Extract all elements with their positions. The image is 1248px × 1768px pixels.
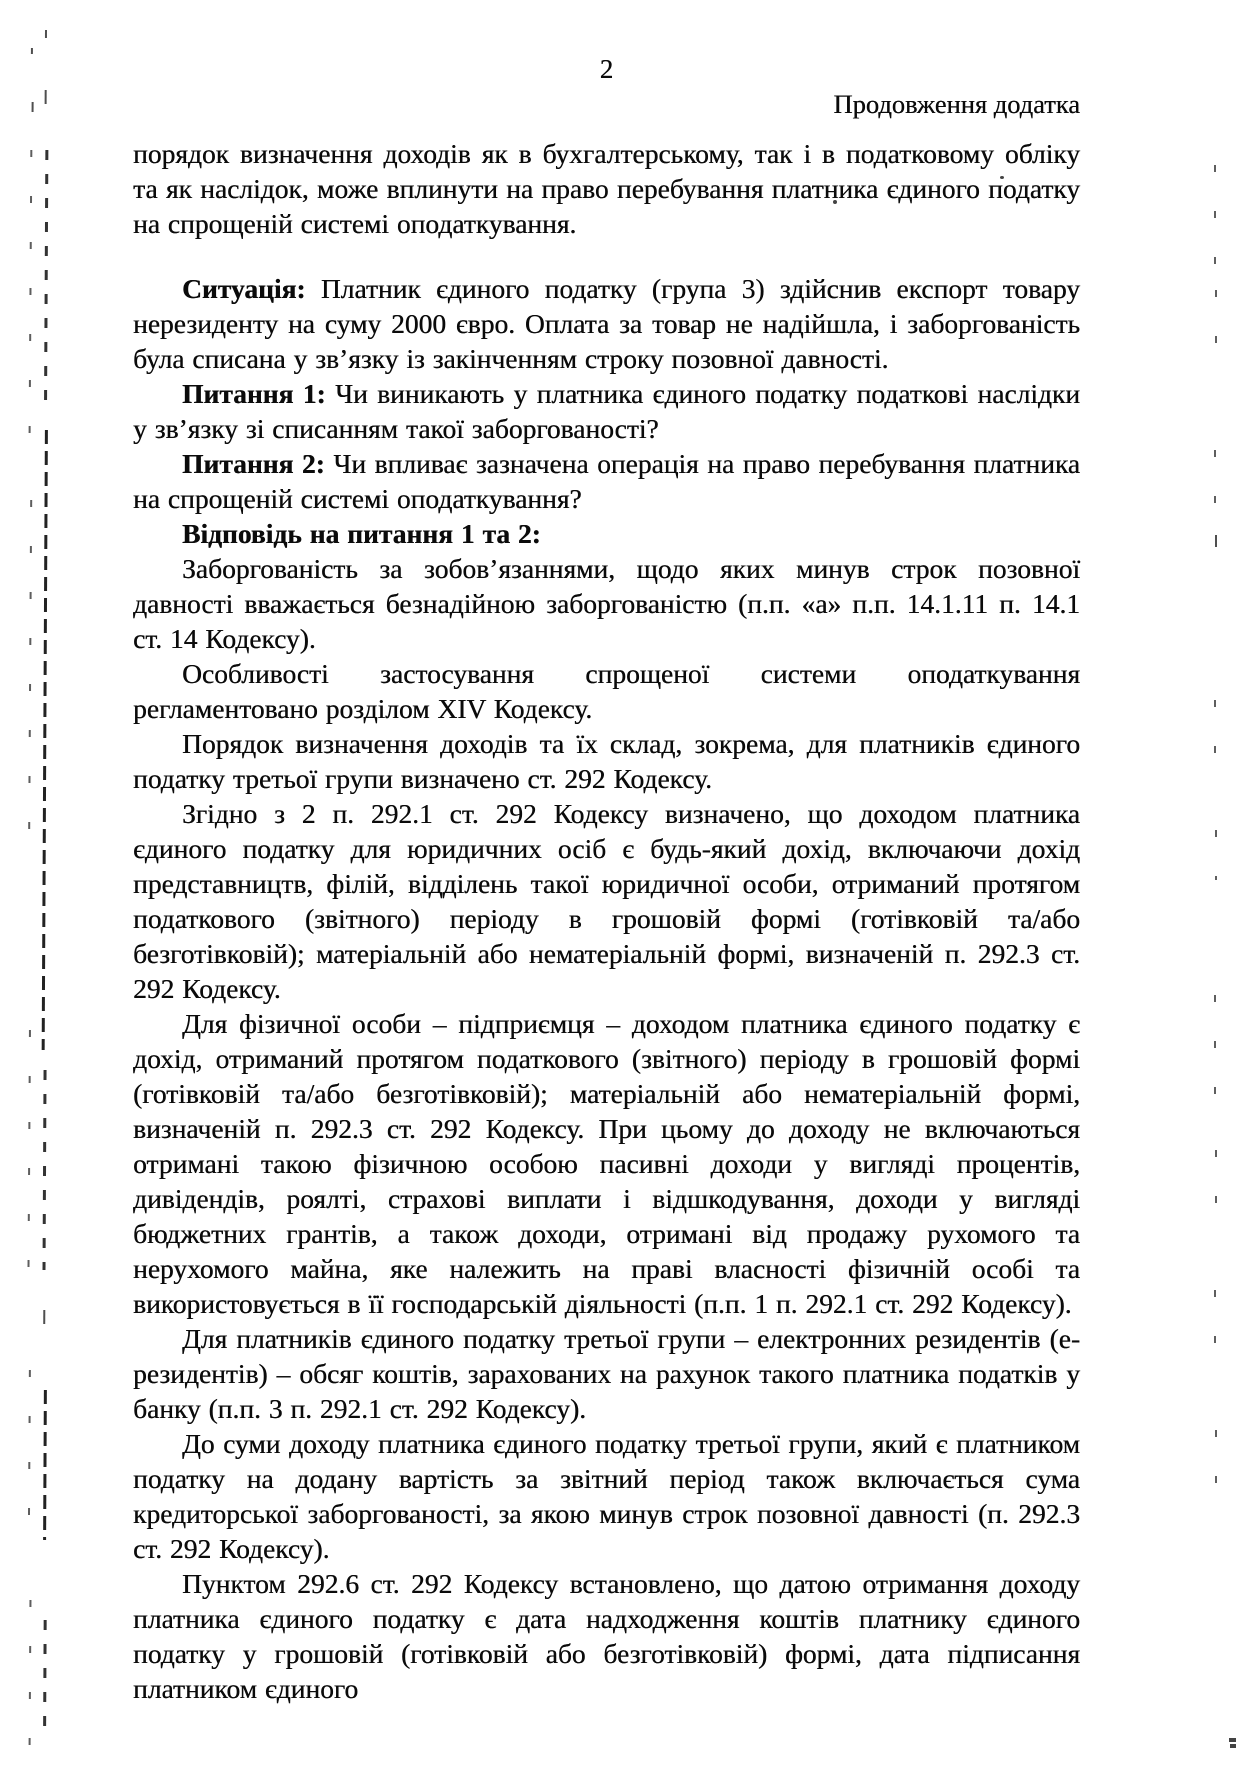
scan-artifact-bottom-right: [1229, 1738, 1237, 1750]
paragraph-carryover: [133, 136, 1080, 241]
paragraph-legal-entities-income: [133, 796, 1080, 1006]
paragraph-situation: [133, 271, 1080, 376]
paragraph-text: Чи виникають у платника єдиного податку податкові наслідки у зв’язку зі списанням такої заборгованості?: [133, 378, 1081, 444]
paragraph-text: Чи впливає зазначена операція на право перебування платника на спрощеній системі оподаткування?: [133, 448, 1081, 514]
paragraph-individual-entrepreneur-income: [133, 1006, 1080, 1321]
scan-artifact-left-inner-line: [36, 30, 57, 1750]
paragraph-income-date: [133, 1566, 1080, 1706]
paragraph-e-residents: [133, 1321, 1080, 1426]
paragraph-question-2: [133, 446, 1080, 516]
paragraph-text: До суми доходу платника єдиного податку третьої групи, який є платником податку на додану вартість за звітний період також включається сума кредиторської заборгованості, за якою минув строк позовної давності (п. 292.3 ст. 292 Кодексу).: [133, 1428, 1080, 1564]
paragraph-text: Для платників єдиного податку третьої групи – електронних резидентів (е-резидентів) – обсяг коштів, зарахованих на рахунок такого платника податків у банку (п.п. 3 п. 292.1 ст. 292 Кодексу).: [133, 1323, 1080, 1424]
paragraph-text: Платник єдиного податку (група 3) здійснив експорт товару нерезиденту на суму 2000 євро. Оплата за товар не надійшла, і заборгованість була списана у зв’язку із закінченням строку позовної давності.: [133, 273, 1081, 374]
continuation-note: Продовження додатка: [833, 89, 1080, 119]
question-1-label: Питання 1:: [182, 378, 326, 409]
paragraph-question-1: [133, 376, 1080, 446]
page-header: [133, 0, 1080, 120]
paragraph-bad-debt-definition: [133, 551, 1080, 656]
paragraph-text: Заборгованість за зобов’язаннями, щодо яких минув строк позовної давності вважається безнадійною заборгованістю (п.п. «а» п.п. 14.1.11 п. 14.1 ст. 14 Кодексу).: [133, 553, 1080, 654]
paragraph-vat-payer-income: [133, 1426, 1080, 1566]
answer-label: Відповідь на питання 1 та 2:: [182, 518, 541, 549]
paragraph-answer-heading: [133, 516, 1080, 551]
paragraph-income-order: [133, 726, 1080, 796]
page-number: 2: [599, 54, 614, 84]
scan-artifact-right-marks: [1212, 0, 1222, 1768]
paragraph-text: Особливості застосування спрощеної системи оподаткування регламентовано розділом XIV Кодексу.: [133, 658, 1080, 724]
question-2-label: Питання 2:: [182, 448, 325, 479]
paragraph-simplified-system: [133, 656, 1080, 726]
document-body: [133, 136, 1080, 1706]
situation-label: Ситуація:: [182, 273, 306, 304]
scan-artifact-left-outer-line: [21, 40, 43, 1740]
paragraph-text: Для фізичної особи – підприємця – доходом платника єдиного податку є дохід, отриманий протягом податкового (звітного) періоду в грошовій формі (готівковій та/або безготівковій); матеріальній або нематеріальній формі, визначеній п. 292.3 ст. 292 Кодексу. При цьому до доходу не включаються отримані такою фізичною особою пасивні доходи у вигляді процентів, дивідендів, роялті, страхові виплати і відшкодування, доходи у вигляді бюджетних грантів, а також доходи, отримані від продажу рухомого та нерухомого майна, яке належить на праві власності фізичній особі та використовується в її господарській діяльності (п.п. 1 п. 292.1 ст. 292 Кодексу).: [133, 1008, 1080, 1319]
paragraph-text: Порядок визначення доходів та їх склад, зокрема, для платників єдиного податку третьої групи визначено ст. 292 Кодексу.: [133, 728, 1080, 794]
paragraph-text: Пунктом 292.6 ст. 292 Кодексу встановлено, що датою отримання доходу платника єдиного податку є дата надходження коштів платнику єдиного податку у грошовій (готівковій або безготівковій) формі, дата підписання платником єдиного: [133, 1568, 1080, 1704]
paragraph-text: Згідно з 2 п. 292.1 ст. 292 Кодексу визначено, що доходом платника єдиного податку для юридичних осіб є будь-який дохід, включаючи дохід представництв, філій, відділень такої юридичної особи, отриманий протягом податкового (звітного) періоду в грошовій формі (готівковій та/або безготівковій); матеріальній або нематеріальній формі, визначеній п. 292.3 ст. 292 Кодексу.: [133, 798, 1080, 1004]
paragraph-text: порядок визначення доходів як в бухгалтерському, так і в податковому обліку та як наслідок, може вплинути на право перебування платника єдиного податку на спрощеній системі оподаткування.: [133, 138, 1080, 239]
